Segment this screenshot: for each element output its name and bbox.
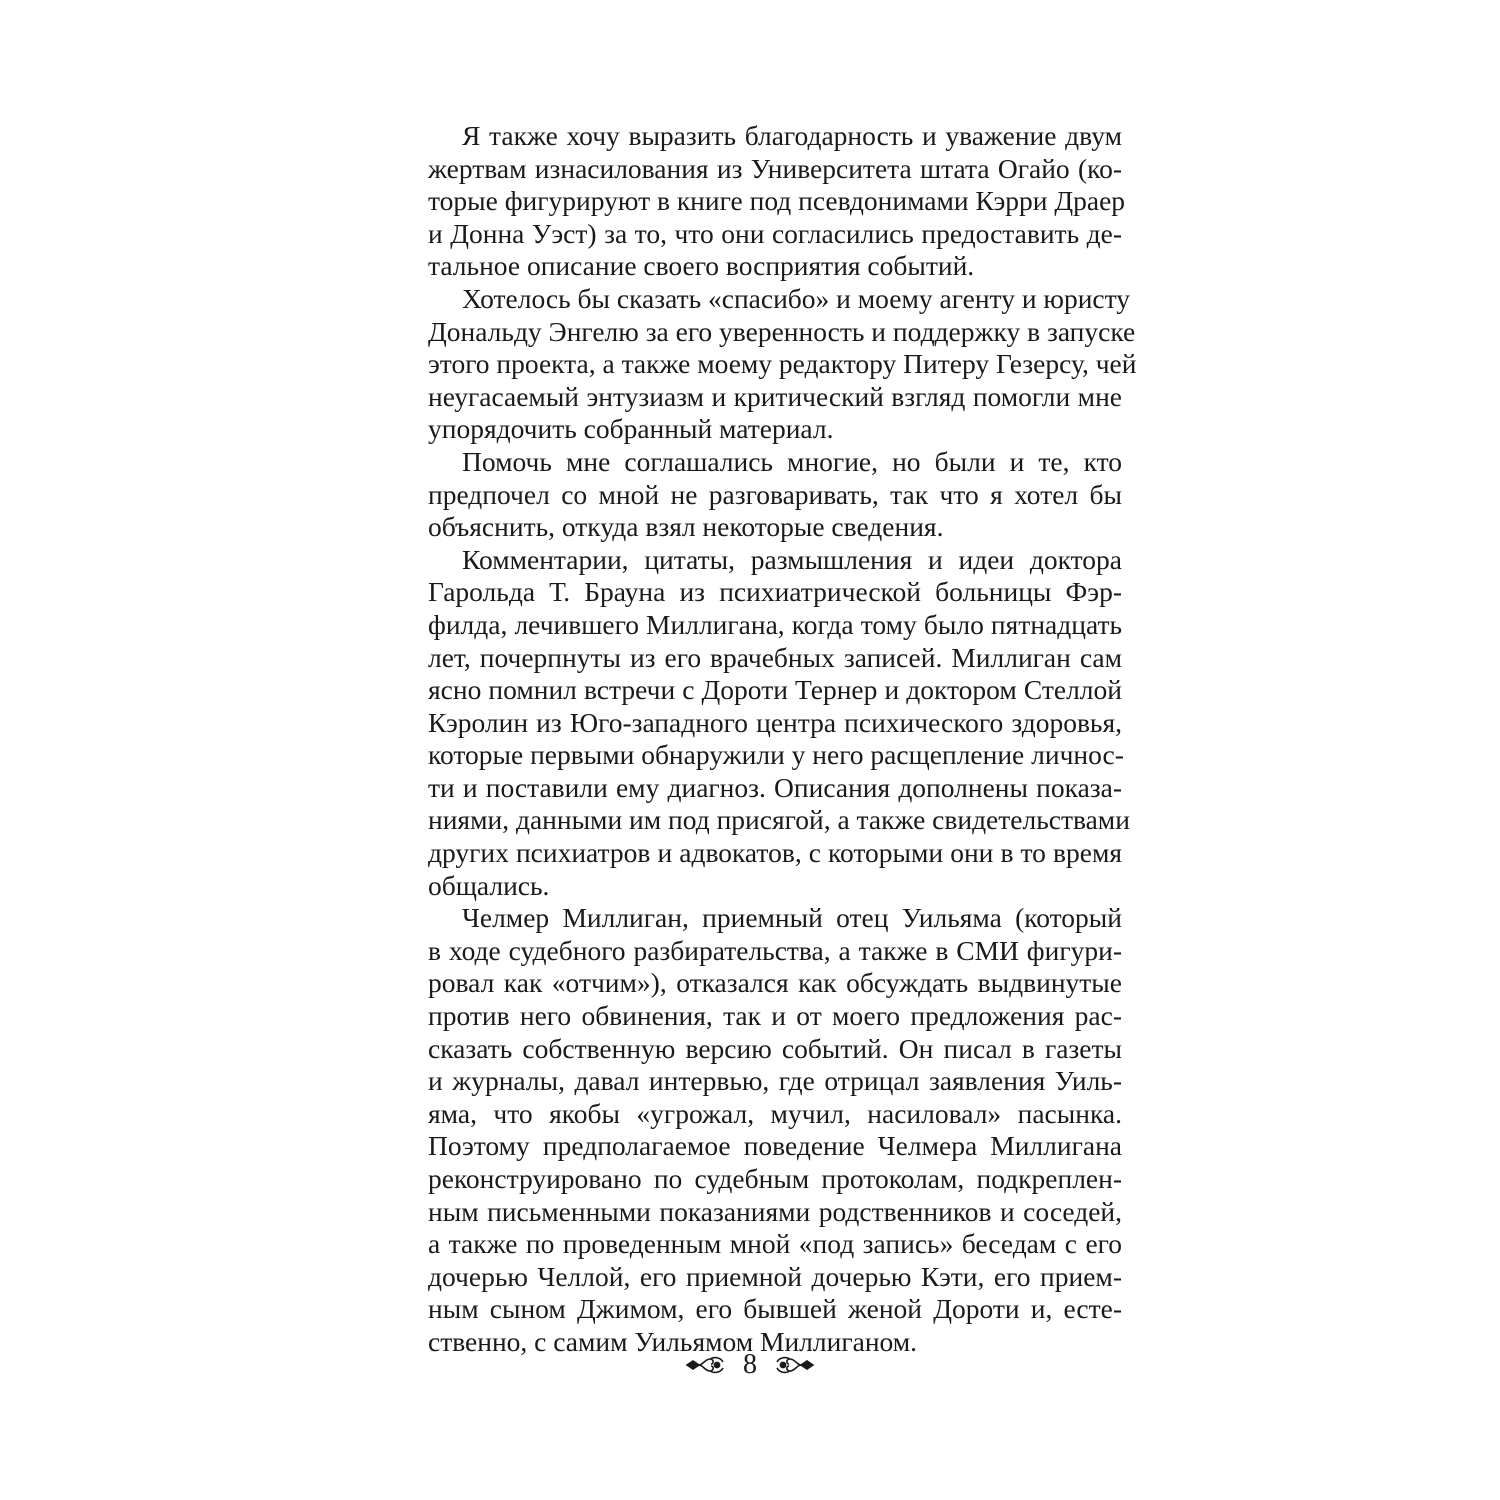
text-line: сказать собственную версию событий. Он писал в газеты xyxy=(428,1032,1122,1064)
text-line: предпочел со мной не разговаривать, так что я хотел бы xyxy=(428,478,1122,510)
paragraph xyxy=(428,446,1122,544)
text-line: Комментарии, цитаты, размышления и идеи доктора xyxy=(462,543,1122,575)
text-line: ровал как «отчим»), отказался как обсуждать выдвинутые xyxy=(428,967,1122,999)
text-line: других психиатров и адвокатов, с которыми они в то время xyxy=(428,837,1122,869)
body-text xyxy=(428,120,1137,1359)
paragraph xyxy=(428,902,1122,1358)
text-line: которые первыми обнаружили у него расщепление личнос- xyxy=(428,739,1124,771)
text-line: Помочь мне соглашались многие, но были и те, кто xyxy=(462,445,1122,477)
flourish-ornament-icon xyxy=(773,1350,817,1380)
text-line: а также по проведенным мной «под запись» беседам с его xyxy=(428,1228,1122,1260)
text-line: Гарольда Т. Брауна из психиатрической больницы Фэр- xyxy=(428,576,1122,608)
text-line: дочерью Челлой, его приемной дочерью Кэти, его прием- xyxy=(428,1260,1122,1292)
text-line: общались. xyxy=(428,869,550,901)
text-line: ным сыном Джимом, его бывшей женой Дороти и, есте- xyxy=(428,1293,1122,1325)
text-line: неугасаемый энтузиазм и критический взгляд помогли мне xyxy=(428,380,1122,412)
paragraph xyxy=(428,543,1130,903)
text-line: лет, почерпнуты из его врачебных записей. Миллиган сам xyxy=(428,641,1122,673)
text-line: этого проекта, а также моему редактору Питеру Гезерсу, чей xyxy=(428,348,1137,380)
page-number: 8 xyxy=(743,1349,757,1380)
text-line: против него обвинения, так и от моего предложения рас- xyxy=(428,1000,1122,1032)
text-line: в ходе судебного разбирательства, а также в СМИ фигури- xyxy=(428,934,1122,966)
text-line: Хотелось бы сказать «спасибо» и моему агенту и юристу xyxy=(462,282,1131,314)
text-line: Кэролин из Юго-западного центра психического здоровья, xyxy=(428,706,1122,738)
text-line: Я также хочу выразить благодарность и уважение двум xyxy=(462,120,1122,151)
flourish-ornament-icon xyxy=(683,1350,727,1380)
text-line: и журналы, давал интервью, где отрицал заявления Уиль- xyxy=(428,1065,1122,1097)
page-footer xyxy=(0,1345,1500,1385)
text-line: ственно, с самим Уильямом Миллиганом. xyxy=(428,1325,918,1357)
text-line: ясно помнил встречи с Дороти Тернер и доктором Стеллой xyxy=(428,674,1122,706)
page-body xyxy=(428,120,1137,1359)
text-line: и Донна Уэст) за то, что они согласились предоставить де- xyxy=(428,217,1122,249)
text-line: ниями, данными им под присягой, а также свидетельствами xyxy=(428,804,1130,836)
text-line: ным письменными показаниями родственников и соседей, xyxy=(428,1195,1122,1227)
text-line: Поэтому предполагаемое поведение Челмера Миллигана xyxy=(428,1130,1122,1162)
text-line: филда, лечившего Миллигана, когда тому было пятнадцать xyxy=(428,608,1122,640)
text-line: Дональду Энгелю за его уверенность и поддержку в запуске xyxy=(428,315,1136,347)
paragraph xyxy=(428,120,1126,283)
text-line: упорядочить собранный материал. xyxy=(428,413,834,445)
text-line: тальное описание своего восприятия событий. xyxy=(428,250,975,282)
text-line: ти и поставили ему диагноз. Описания дополнены показа- xyxy=(428,771,1122,803)
text-line: объяснить, откуда взял некоторые сведения. xyxy=(428,511,944,543)
text-line: Челмер Миллиган, приемный отец Уильяма (который xyxy=(462,902,1122,934)
text-line: яма, что якобы «угрожал, мучил, насиловал» пасынка. xyxy=(428,1097,1122,1129)
text-line: жертвам изнасилования из Университета штата Огайо (ко- xyxy=(428,152,1122,184)
paragraph xyxy=(428,282,1137,446)
text-line: реконструировано по судебным протоколам, подкреплен- xyxy=(428,1163,1122,1194)
text-line: торые фигурируют в книге под псевдонимами Кэрри Драер xyxy=(428,185,1126,217)
